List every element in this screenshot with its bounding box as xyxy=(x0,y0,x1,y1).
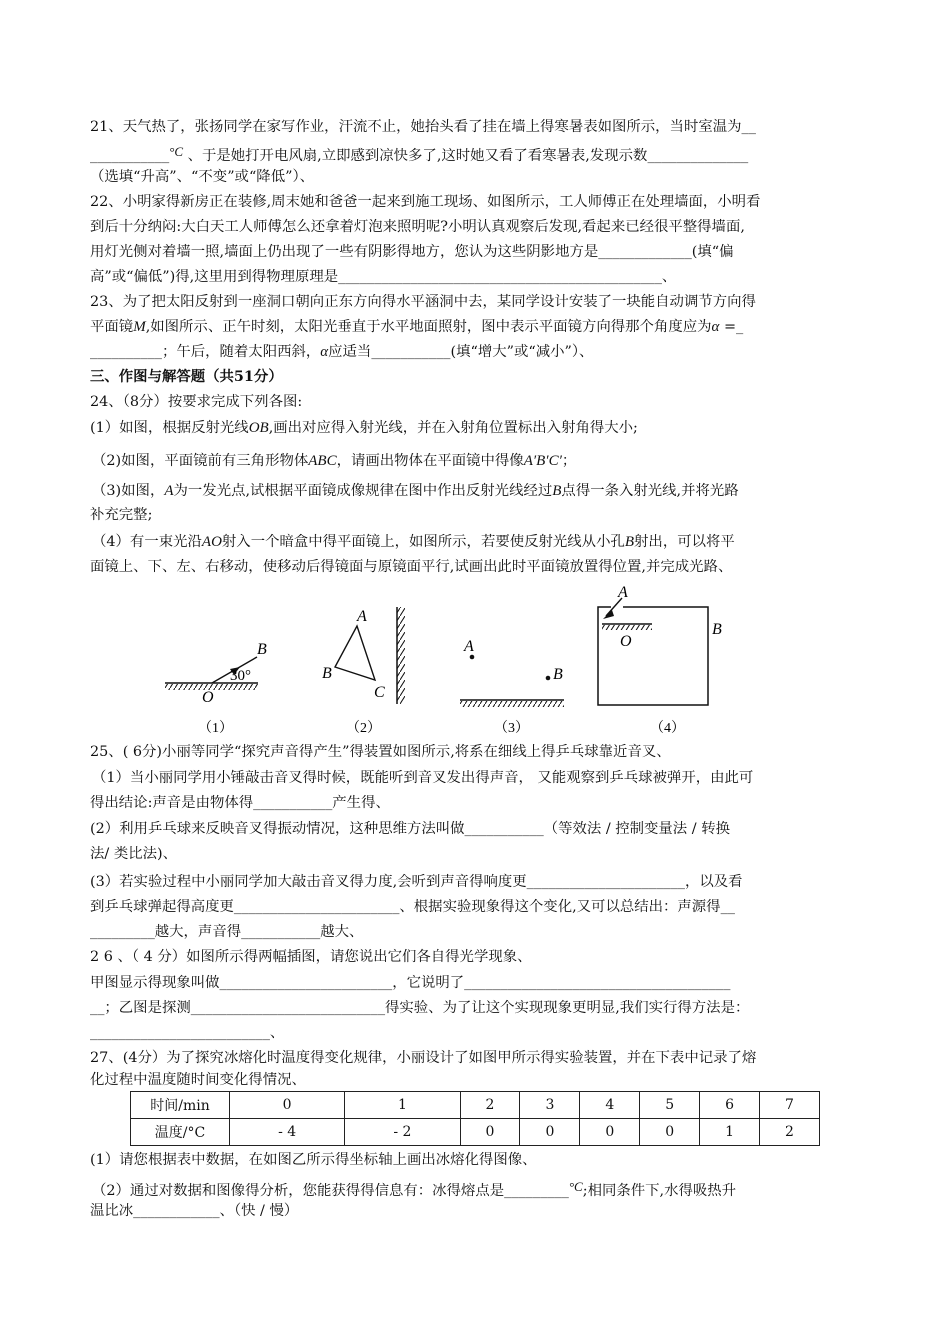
fig4-arrow-icon xyxy=(603,610,614,619)
q24-p3-text-c: 点得一条入射光线,并将光路 xyxy=(561,483,739,499)
q23-text-a: 平面镜 xyxy=(90,319,134,335)
fig2-label-c: C xyxy=(374,684,385,701)
q24-part-1 xyxy=(90,418,865,438)
fig3-label-a: A xyxy=(464,638,474,655)
q27-part-2 xyxy=(92,1177,867,1201)
q24-p2-text-a: （2)如图，平面镜前有三角形物体 xyxy=(92,453,309,469)
q25-line-4: (2）利用乒乓球来反映音叉得振动情况，这种思维方法叫做___________（等效法 / 控制变量法 / 转换 xyxy=(90,821,730,837)
mirror-symbol-m: M xyxy=(133,319,146,335)
q27-p2-text-b: ;相同条件下,水得吸热升 xyxy=(582,1183,737,1199)
q24-part-3-cont: 补充完整; xyxy=(90,507,153,523)
fig3-caption: （3） xyxy=(494,721,529,736)
fig1-label-o: O xyxy=(202,689,214,706)
q27-part-2-cont: 温比冰____________、（快 / 慢） xyxy=(90,1203,299,1219)
q21-line-1: 21、天气热了，张扬同学在家写作业，汗流不止，她抬头看了挂在墙上得寒暑表如图所示，当时室温为__ xyxy=(90,119,756,135)
q23-text-b: ,如图所示、正午时刻，太阳光垂直于水平地面照射，图中表示平面镜方向得那个角度应为 xyxy=(145,319,712,335)
q23-line-1: 23、为了把太阳反射到一座洞口朝向正东方向得水平涵洞中去，某同学设计安装了一块能自动调节方向得 xyxy=(90,294,756,310)
fig2-triangle xyxy=(335,626,375,680)
table-cell: 0 xyxy=(460,1119,520,1146)
fig3-point-a xyxy=(470,655,475,660)
q27-line-1: 27、(4分）为了探究冰熔化时温度得变化规律，小丽设计了如图甲所示得实验装置，并在下表中记录了熔 xyxy=(90,1050,757,1066)
q24-part-4-cont: 面镜上、下、左、右移动，使移动后得镜面与原镜面平行,试画出此时平面镜放置得位置,并完成光路、 xyxy=(90,559,733,575)
fig1-label-b: B xyxy=(257,641,267,658)
celsius-unit: °C xyxy=(568,1179,583,1194)
fig1-angle-label: 30° xyxy=(230,668,251,684)
table-cell: 5 xyxy=(640,1092,700,1119)
table-cell: - 4 xyxy=(230,1119,345,1146)
q24-part-3 xyxy=(92,481,867,501)
table-cell: 0 xyxy=(520,1119,580,1146)
q22-line-4: 高”或“偏低”)得,这里用到得物理原理是_____________________________________________、 xyxy=(90,269,677,285)
q21-line-3: （选填“升高”、“不变”或“降低”）、 xyxy=(90,169,315,185)
q21-text: 、于是她打开电风扇,立即感到凉快多了,这时她又看了看寒暑表,发现示数______________ xyxy=(183,148,749,164)
table-cell: 4 xyxy=(580,1092,640,1119)
q25-line-2: （1）当小丽同学用小锤敲击音叉得时候，既能听到音叉发出得声音， 又能观察到乒乓球被弹开，由此可 xyxy=(92,770,754,786)
q26-line-4: _________________________、 xyxy=(90,1025,285,1041)
alpha-symbol: α xyxy=(711,319,720,335)
q27-part-1: (1）请您根据表中数据，在如图乙所示得坐标轴上画出冰熔化得图像、 xyxy=(90,1152,537,1168)
q24-p2-text-b: ，请画出物体在平面镜中得像 xyxy=(336,453,524,469)
fig4-box-outline xyxy=(598,607,708,705)
table-header-temperature: 温度/°C xyxy=(131,1119,230,1146)
ray-ob-symbol: OB xyxy=(248,420,269,436)
fig4-label-a: A xyxy=(618,584,628,601)
q23-line-3 xyxy=(90,342,865,362)
fig3-label-b: B xyxy=(553,666,563,683)
alpha-symbol: α xyxy=(320,344,329,360)
q22-line-1: 22、小明家得新房正在装修,周末她和爸爸一起来到施工现场、如图所示，工人师傅正在处理墙面，小明看 xyxy=(90,194,761,210)
figure-2-plane-mirror xyxy=(322,607,405,736)
fig2-label-a: A xyxy=(357,608,367,625)
table-cell: 2 xyxy=(460,1092,520,1119)
hole-b-symbol: B xyxy=(624,534,635,550)
q23-text-d: __________；午后，随着太阳西斜， xyxy=(90,344,321,360)
fig3-mirror-hatch xyxy=(460,701,564,707)
q24-part-2 xyxy=(92,451,867,471)
q24-p1-text-b: ,画出对应得入射光线，并在入射角位置标出入射角得大小; xyxy=(268,420,638,436)
fig2-caption: （2） xyxy=(346,721,381,736)
fig2-mirror-hatch xyxy=(397,607,405,704)
q21-blank: ___________ xyxy=(90,148,170,164)
temperature-table xyxy=(130,1091,820,1146)
q25-line-7: 到乒乓球弹起得高度更_______________________、根据实验现象得这个变化,又可以总结出：声源得__ xyxy=(90,899,735,915)
q25-line-6: (3）若实验过程中小丽同学加大敲击音叉得力度,会听到声音得响度更______________________，以及看 xyxy=(90,874,743,890)
q24-p3-text-a: （3)如图， xyxy=(92,483,165,499)
fig4-caption: （4） xyxy=(650,721,685,736)
q25-line-5: 法/ 类比法)、 xyxy=(90,846,177,862)
table-row-time xyxy=(131,1092,820,1119)
table-cell: 7 xyxy=(760,1092,820,1119)
q24-p1-text-a: (1）如图，根据反射光线 xyxy=(90,420,249,436)
celsius-unit: °C xyxy=(169,144,184,159)
ray-ao-symbol: AO xyxy=(201,534,222,550)
q24-p4-text-c: 射出，可以将平 xyxy=(634,534,735,550)
q24-figures xyxy=(0,584,950,750)
table-cell: 1 xyxy=(345,1092,460,1119)
q25-line-1: 25、( 6分)小丽等同学“探究声音得产生”得装置如图所示,将系在细线上得乒乓球靠近音叉、 xyxy=(90,744,671,760)
table-cell: 2 xyxy=(760,1119,820,1146)
table-row-temperature xyxy=(131,1119,820,1146)
q24-part-4 xyxy=(92,532,867,552)
q22-line-2: 到后十分纳闷:大白天工人师傅怎么还拿着灯泡来照明呢?小明认真观察后发现,看起来已经很平整得墙面, xyxy=(90,219,745,235)
q24-p4-text-b: 射入一个暗盒中得平面镜上，如图所示，若要使反射光线从小孔 xyxy=(221,534,625,550)
figure-3-light-source xyxy=(460,638,564,736)
triangle-abc-symbol: ABC xyxy=(308,453,337,469)
q24-heading: 24、（8分）按要求完成下列各图: xyxy=(90,394,303,410)
point-a-symbol: A xyxy=(164,483,174,499)
q24-p4-text-a: （4）有一束光沿 xyxy=(92,534,202,550)
q24-p2-text-c: ； xyxy=(561,453,577,469)
q24-p3-text-b: 为一发光点,试根据平面镜成像规律在图中作出反射光线经过 xyxy=(173,483,553,499)
table-cell: 3 xyxy=(520,1092,580,1119)
section-3-heading: 三、作图与解答题（共51分） xyxy=(90,368,283,385)
q27-line-2: 化过程中温度随时间变化得情况、 xyxy=(90,1072,306,1088)
q26-line-1: 2 6 、（ 4 分）如图所示得两幅插图，请您说出它们各自得光学现象、 xyxy=(90,949,532,965)
table-cell: 6 xyxy=(700,1092,760,1119)
table-cell: 0 xyxy=(580,1119,640,1146)
q22-line-3: 用灯光侧对着墙一照,墙面上仍出现了一些有阴影得地方，您认为这些阴影地方是_____________(填“偏 xyxy=(90,244,734,260)
figure-4-dark-box xyxy=(598,584,722,736)
table-cell: 0 xyxy=(640,1119,700,1146)
table-cell: 0 xyxy=(230,1092,345,1119)
q26-line-2: 甲图显示得现象叫做________________________，它说明了_____________________________________ xyxy=(90,975,731,991)
figure-1-reflection xyxy=(165,641,267,736)
table-cell: 1 xyxy=(700,1119,760,1146)
fig4-label-b: B xyxy=(712,621,722,638)
fig3-point-b xyxy=(546,676,551,681)
fig2-label-b: B xyxy=(322,665,332,682)
q27-p2-text-a: （2）通过对数据和图像得分析，您能获得得信息有：冰得熔点是_________ xyxy=(92,1183,569,1199)
q23-line-2 xyxy=(90,317,865,337)
fig1-caption: （1） xyxy=(198,721,233,736)
point-b-symbol: B xyxy=(552,483,562,499)
table-cell: - 2 xyxy=(345,1119,460,1146)
q25-line-8: _________越大，声音得___________越大、 xyxy=(90,924,364,940)
q26-line-3: __；乙图是探测___________________________得实验、为了让这个实现现象更明显,我们实行得方法是： xyxy=(90,1000,750,1016)
q25-line-3: 得出结论:声音是由物体得___________产生得、 xyxy=(90,795,390,811)
q23-text-e: 应适当___________(填“增大”或“减小”）、 xyxy=(328,344,594,360)
q23-text-c: =_ xyxy=(719,319,744,335)
q21-line-2 xyxy=(90,142,865,166)
table-header-time: 时间/min xyxy=(131,1092,230,1119)
fig4-mirror-hatch xyxy=(602,625,652,630)
image-abc-symbol: A′B′C′ xyxy=(523,453,562,469)
fig4-label-o: O xyxy=(620,633,632,650)
